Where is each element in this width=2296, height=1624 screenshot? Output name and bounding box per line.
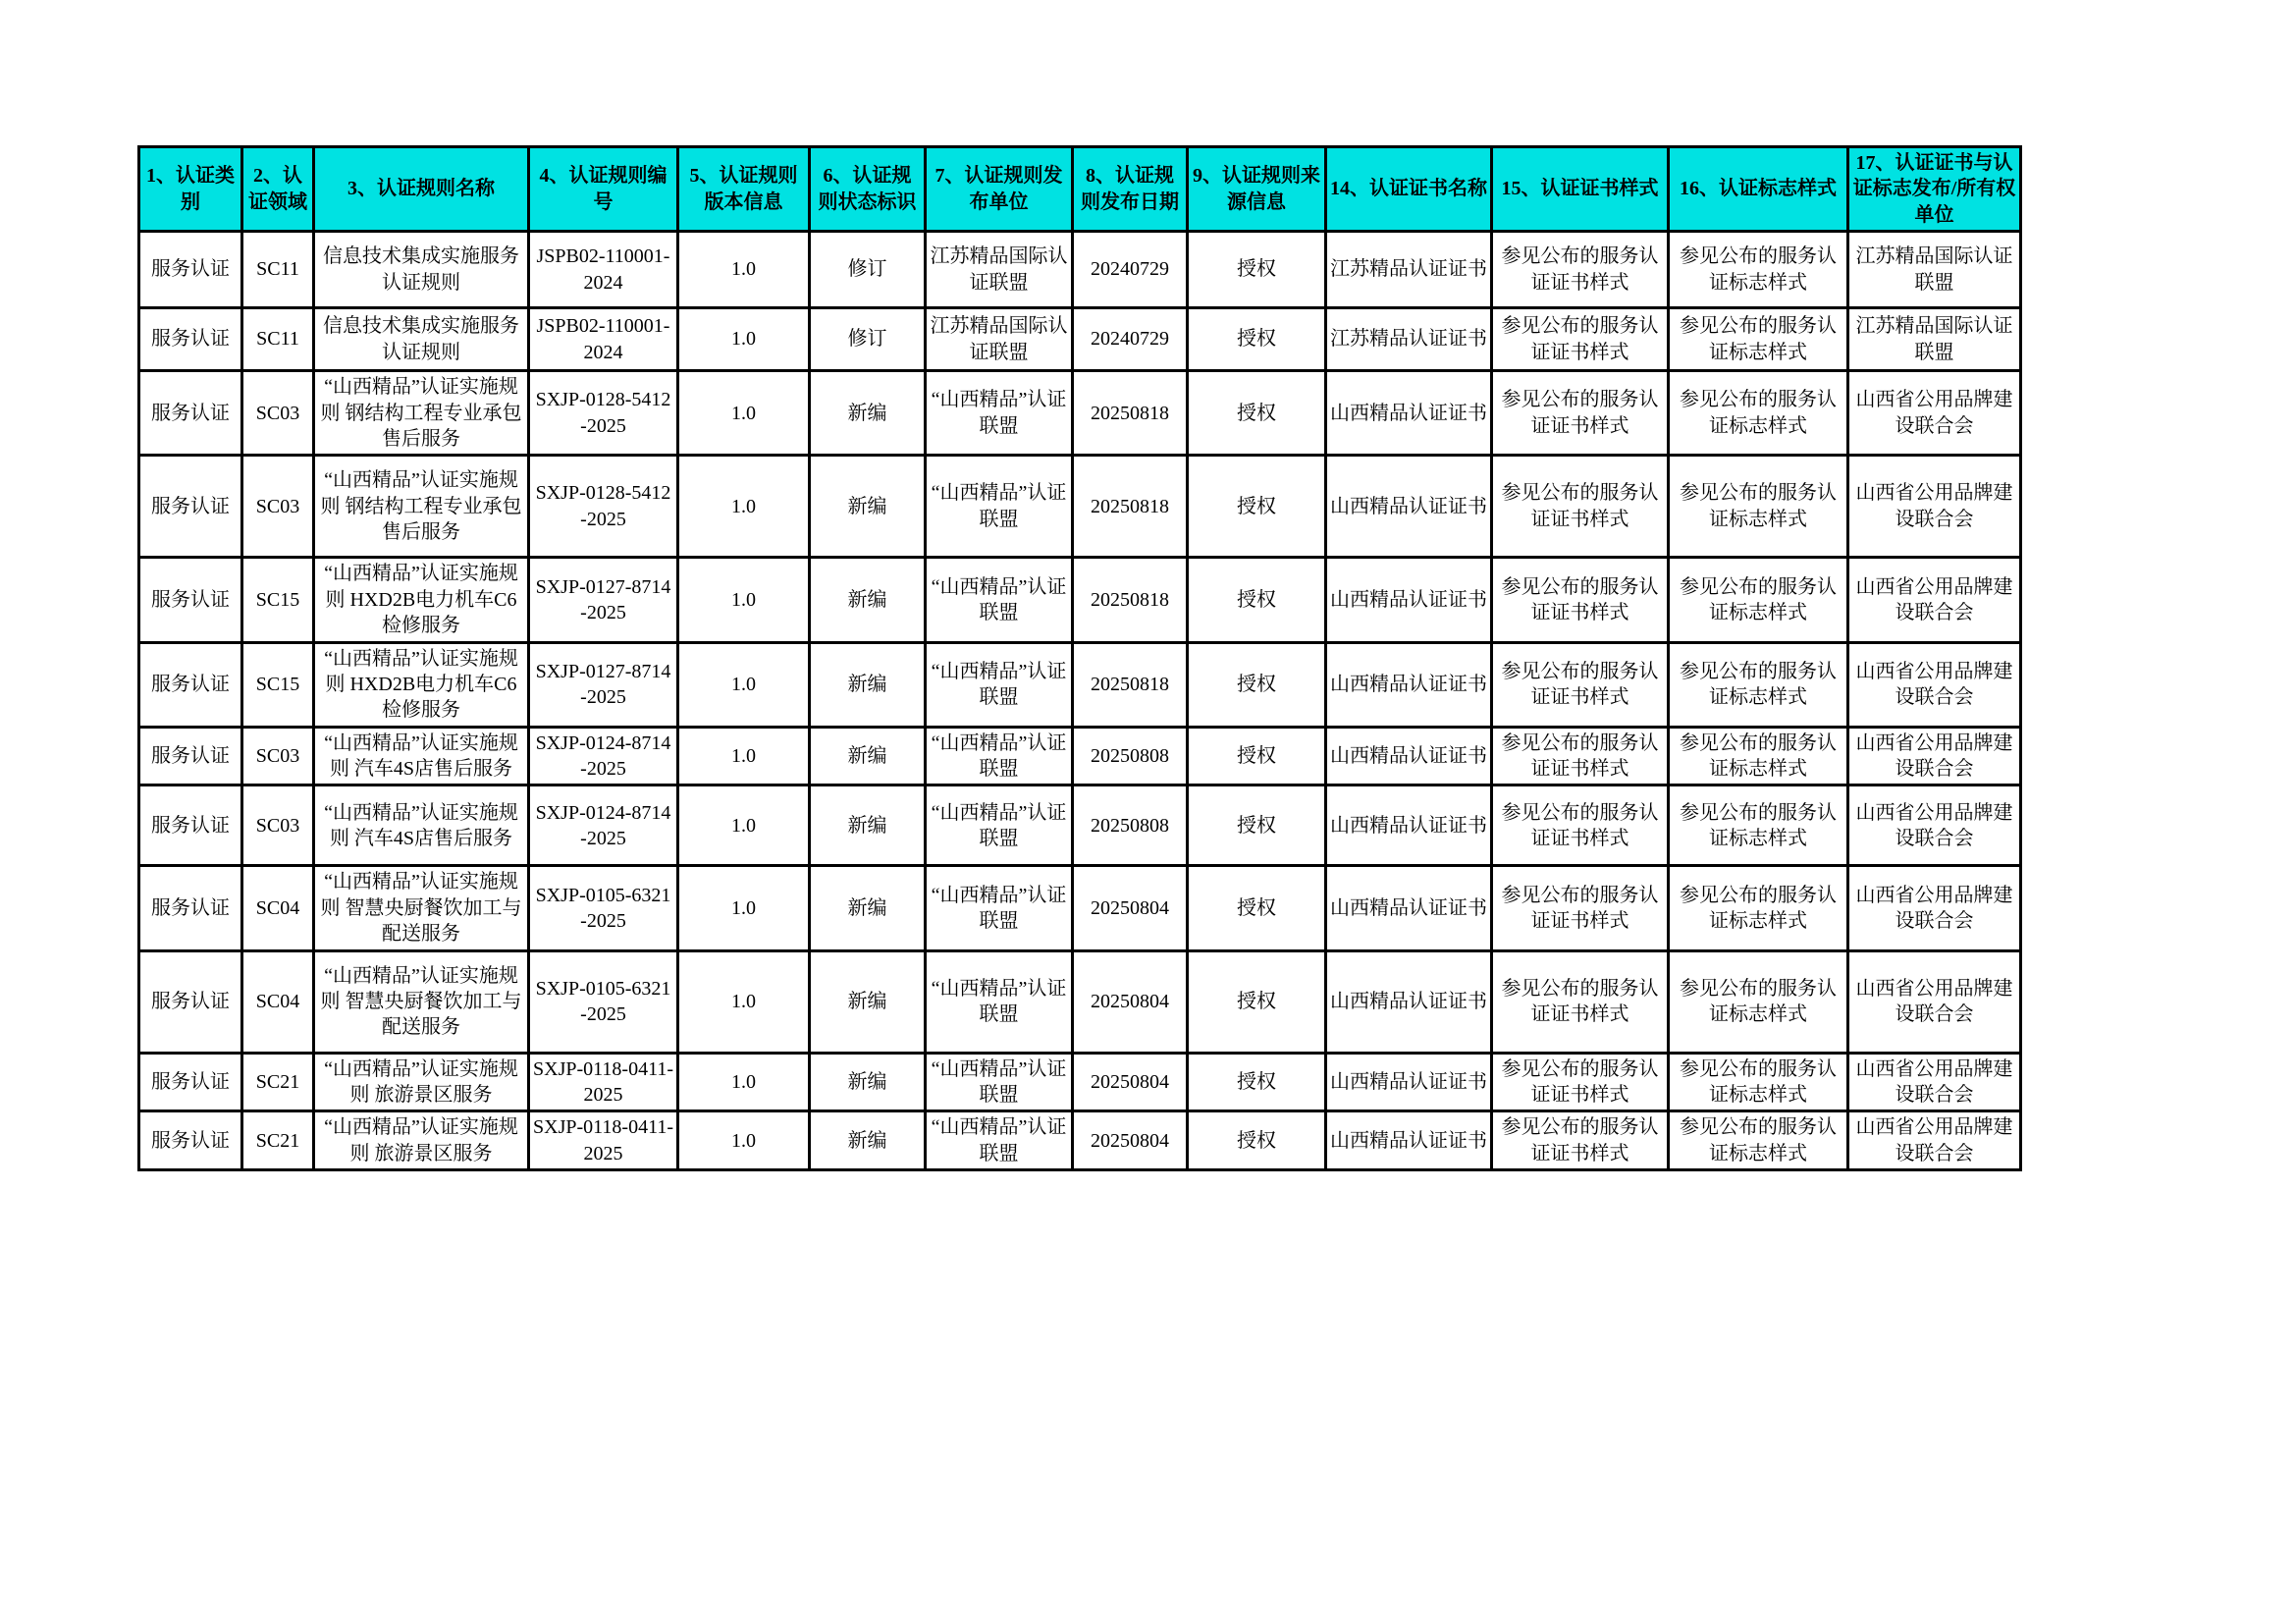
table-row: [139, 866, 2021, 950]
table-cell: 山西精品认证证书: [1326, 456, 1492, 558]
table-cell: 授权: [1188, 456, 1326, 558]
table-cell: 新编: [810, 1053, 926, 1111]
table-cell: SC03: [242, 371, 314, 456]
table-cell: SXJP-0128-5412-2025: [529, 456, 678, 558]
table-cell: 山西精品认证证书: [1326, 785, 1492, 866]
header-cell: 2、认证领域: [242, 147, 314, 232]
table-cell: SC03: [242, 727, 314, 785]
table-cell: 参见公布的服务认证证书样式: [1492, 785, 1669, 866]
table-cell: 山西省公用品牌建设联合会: [1848, 727, 2021, 785]
table-cell: SXJP-0124-8714-2025: [529, 727, 678, 785]
header-cell: 6、认证规则状态标识: [810, 147, 926, 232]
table-cell: “山西精品”认证联盟: [926, 727, 1073, 785]
table-cell: 参见公布的服务认证标志样式: [1669, 371, 1848, 456]
table-cell: 1.0: [678, 785, 810, 866]
table-cell: 山西省公用品牌建设联合会: [1848, 1111, 2021, 1170]
table-row: [139, 558, 2021, 642]
table-cell: 服务认证: [139, 456, 242, 558]
table-cell: “山西精品”认证联盟: [926, 866, 1073, 950]
table-cell: 参见公布的服务认证标志样式: [1669, 785, 1848, 866]
table-cell: 参见公布的服务认证证书样式: [1492, 950, 1669, 1053]
table-row: [139, 1111, 2021, 1170]
table-cell: 20250808: [1073, 785, 1188, 866]
table-body: [139, 232, 2021, 1170]
certification-rules-table: [137, 145, 2022, 1171]
table-cell: 山西精品认证证书: [1326, 371, 1492, 456]
table-cell: 服务认证: [139, 727, 242, 785]
table-cell: 1.0: [678, 456, 810, 558]
table-cell: “山西精品”认证联盟: [926, 558, 1073, 642]
table-cell: “山西精品”认证实施规则 汽车4S店售后服务: [314, 785, 529, 866]
table-row: [139, 371, 2021, 456]
table-cell: 山西省公用品牌建设联合会: [1848, 785, 2021, 866]
table-cell: 参见公布的服务认证标志样式: [1669, 456, 1848, 558]
table-cell: “山西精品”认证联盟: [926, 456, 1073, 558]
table-cell: “山西精品”认证实施规则 钢结构工程专业承包售后服务: [314, 371, 529, 456]
table-cell: 山西省公用品牌建设联合会: [1848, 642, 2021, 727]
table-cell: 授权: [1188, 866, 1326, 950]
table-cell: 修订: [810, 232, 926, 308]
table-cell: 参见公布的服务认证证书样式: [1492, 371, 1669, 456]
table-cell: 参见公布的服务认证标志样式: [1669, 308, 1848, 371]
header-cell: 5、认证规则版本信息: [678, 147, 810, 232]
table-cell: SC03: [242, 456, 314, 558]
header-cell: 17、认证证书与认证标志发布/所有权单位: [1848, 147, 2021, 232]
table-cell: 20250804: [1073, 866, 1188, 950]
table-cell: 20250804: [1073, 1053, 1188, 1111]
table-cell: 山西省公用品牌建设联合会: [1848, 1053, 2021, 1111]
table-cell: JSPB02-110001-2024: [529, 232, 678, 308]
table-cell: 新编: [810, 727, 926, 785]
table-cell: 参见公布的服务认证标志样式: [1669, 642, 1848, 727]
table-cell: “山西精品”认证联盟: [926, 1111, 1073, 1170]
table-cell: 授权: [1188, 1111, 1326, 1170]
table-cell: 江苏精品认证证书: [1326, 308, 1492, 371]
table-cell: 山西省公用品牌建设联合会: [1848, 950, 2021, 1053]
table-cell: SC15: [242, 558, 314, 642]
table-cell: SXJP-0127-8714-2025: [529, 642, 678, 727]
table-cell: 20250818: [1073, 558, 1188, 642]
table-cell: 授权: [1188, 785, 1326, 866]
table-cell: 新编: [810, 866, 926, 950]
header-row: [139, 147, 2021, 232]
table-cell: “山西精品”认证实施规则 旅游景区服务: [314, 1111, 529, 1170]
table-cell: 服务认证: [139, 371, 242, 456]
header-cell: 4、认证规则编号: [529, 147, 678, 232]
table-cell: 山西省公用品牌建设联合会: [1848, 866, 2021, 950]
table-cell: 1.0: [678, 642, 810, 727]
table-cell: 授权: [1188, 727, 1326, 785]
table-cell: 服务认证: [139, 642, 242, 727]
table-cell: 山西精品认证证书: [1326, 1111, 1492, 1170]
table-cell: 江苏精品认证证书: [1326, 232, 1492, 308]
table-cell: 新编: [810, 950, 926, 1053]
table-cell: 1.0: [678, 1053, 810, 1111]
table-cell: SXJP-0118-0411-2025: [529, 1111, 678, 1170]
table-row: [139, 456, 2021, 558]
table-cell: 授权: [1188, 232, 1326, 308]
table-cell: 服务认证: [139, 1111, 242, 1170]
table-cell: SC03: [242, 785, 314, 866]
table-cell: 信息技术集成实施服务认证规则: [314, 232, 529, 308]
table-cell: 参见公布的服务认证证书样式: [1492, 308, 1669, 371]
table-cell: 1.0: [678, 308, 810, 371]
table-cell: 20250808: [1073, 727, 1188, 785]
table-row: [139, 1053, 2021, 1111]
table-cell: 服务认证: [139, 785, 242, 866]
table-cell: 授权: [1188, 308, 1326, 371]
header-cell: 9、认证规则来源信息: [1188, 147, 1326, 232]
table-row: [139, 642, 2021, 727]
table-cell: 参见公布的服务认证证书样式: [1492, 642, 1669, 727]
table-cell: 20240729: [1073, 232, 1188, 308]
table-cell: 1.0: [678, 558, 810, 642]
table-cell: 授权: [1188, 1053, 1326, 1111]
header-cell: 1、认证类别: [139, 147, 242, 232]
table-cell: 1.0: [678, 232, 810, 308]
table-cell: SC11: [242, 308, 314, 371]
table-cell: 1.0: [678, 727, 810, 785]
table-cell: 参见公布的服务认证标志样式: [1669, 1111, 1848, 1170]
table-cell: 20240729: [1073, 308, 1188, 371]
table-cell: “山西精品”认证联盟: [926, 785, 1073, 866]
table-cell: 山西精品认证证书: [1326, 727, 1492, 785]
table-cell: 1.0: [678, 371, 810, 456]
table-row: [139, 308, 2021, 371]
table-cell: SC15: [242, 642, 314, 727]
table-cell: 20250804: [1073, 950, 1188, 1053]
table-cell: 山西省公用品牌建设联合会: [1848, 371, 2021, 456]
table-cell: 新编: [810, 456, 926, 558]
table-cell: 参见公布的服务认证标志样式: [1669, 950, 1848, 1053]
header-cell: 7、认证规则发布单位: [926, 147, 1073, 232]
table-cell: 服务认证: [139, 308, 242, 371]
table-cell: SXJP-0118-0411-2025: [529, 1053, 678, 1111]
table-cell: “山西精品”认证实施规则 HXD2B电力机车C6检修服务: [314, 558, 529, 642]
table-cell: 20250818: [1073, 456, 1188, 558]
table-cell: 授权: [1188, 950, 1326, 1053]
table-cell: SC21: [242, 1111, 314, 1170]
table-cell: “山西精品”认证联盟: [926, 1053, 1073, 1111]
table-cell: 参见公布的服务认证标志样式: [1669, 1053, 1848, 1111]
table-cell: 信息技术集成实施服务认证规则: [314, 308, 529, 371]
table-cell: 服务认证: [139, 1053, 242, 1111]
table-cell: SXJP-0105-6321-2025: [529, 866, 678, 950]
table-cell: JSPB02-110001-2024: [529, 308, 678, 371]
table-cell: 1.0: [678, 950, 810, 1053]
table-row: [139, 950, 2021, 1053]
table-cell: 1.0: [678, 1111, 810, 1170]
table-cell: 新编: [810, 785, 926, 866]
table-cell: “山西精品”认证实施规则 旅游景区服务: [314, 1053, 529, 1111]
table-cell: 参见公布的服务认证标志样式: [1669, 232, 1848, 308]
table-cell: 新编: [810, 1111, 926, 1170]
table-cell: 山西省公用品牌建设联合会: [1848, 456, 2021, 558]
table-cell: 山西精品认证证书: [1326, 866, 1492, 950]
table-cell: 山西精品认证证书: [1326, 950, 1492, 1053]
table-cell: 新编: [810, 642, 926, 727]
table-cell: “山西精品”认证联盟: [926, 950, 1073, 1053]
table-cell: SC04: [242, 950, 314, 1053]
table-cell: “山西精品”认证实施规则 HXD2B电力机车C6检修服务: [314, 642, 529, 727]
table-cell: 修订: [810, 308, 926, 371]
table-cell: 参见公布的服务认证证书样式: [1492, 727, 1669, 785]
table-cell: “山西精品”认证联盟: [926, 371, 1073, 456]
table-cell: SXJP-0105-6321-2025: [529, 950, 678, 1053]
table-cell: 参见公布的服务认证证书样式: [1492, 232, 1669, 308]
table-cell: “山西精品”认证联盟: [926, 642, 1073, 727]
table-cell: 山西精品认证证书: [1326, 1053, 1492, 1111]
table-cell: 江苏精品国际认证联盟: [926, 308, 1073, 371]
table-cell: 参见公布的服务认证证书样式: [1492, 1053, 1669, 1111]
table-cell: SC04: [242, 866, 314, 950]
table-cell: 参见公布的服务认证证书样式: [1492, 456, 1669, 558]
table-row: [139, 727, 2021, 785]
table-cell: “山西精品”认证实施规则 智慧央厨餐饮加工与配送服务: [314, 866, 529, 950]
table-cell: 授权: [1188, 371, 1326, 456]
table-cell: 参见公布的服务认证标志样式: [1669, 558, 1848, 642]
table-cell: 山西省公用品牌建设联合会: [1848, 558, 2021, 642]
table-cell: SXJP-0124-8714-2025: [529, 785, 678, 866]
table-cell: SXJP-0127-8714-2025: [529, 558, 678, 642]
header-cell: 15、认证证书样式: [1492, 147, 1669, 232]
table-cell: 服务认证: [139, 950, 242, 1053]
document-page: [137, 145, 2022, 1171]
table-cell: SC11: [242, 232, 314, 308]
table-cell: 参见公布的服务认证标志样式: [1669, 727, 1848, 785]
table-cell: 山西精品认证证书: [1326, 642, 1492, 727]
table-cell: 1.0: [678, 866, 810, 950]
table-cell: 江苏精品国际认证联盟: [1848, 308, 2021, 371]
table-cell: 20250818: [1073, 371, 1188, 456]
table-cell: 服务认证: [139, 232, 242, 308]
table-cell: 授权: [1188, 558, 1326, 642]
header-cell: 3、认证规则名称: [314, 147, 529, 232]
table-cell: 参见公布的服务认证证书样式: [1492, 1111, 1669, 1170]
table-row: [139, 785, 2021, 866]
table-cell: “山西精品”认证实施规则 汽车4S店售后服务: [314, 727, 529, 785]
table-cell: 新编: [810, 558, 926, 642]
header-cell: 8、认证规则发布日期: [1073, 147, 1188, 232]
table-cell: 参见公布的服务认证标志样式: [1669, 866, 1848, 950]
table-cell: “山西精品”认证实施规则 钢结构工程专业承包售后服务: [314, 456, 529, 558]
table-cell: 新编: [810, 371, 926, 456]
table-cell: 服务认证: [139, 558, 242, 642]
table-cell: 山西精品认证证书: [1326, 558, 1492, 642]
table-cell: SC21: [242, 1053, 314, 1111]
table-cell: “山西精品”认证实施规则 智慧央厨餐饮加工与配送服务: [314, 950, 529, 1053]
table-cell: 江苏精品国际认证联盟: [1848, 232, 2021, 308]
table-cell: 参见公布的服务认证证书样式: [1492, 558, 1669, 642]
header-cell: 16、认证标志样式: [1669, 147, 1848, 232]
table-cell: 参见公布的服务认证证书样式: [1492, 866, 1669, 950]
table-cell: 20250804: [1073, 1111, 1188, 1170]
table-cell: 江苏精品国际认证联盟: [926, 232, 1073, 308]
table-row: [139, 232, 2021, 308]
table-cell: 20250818: [1073, 642, 1188, 727]
table-cell: SXJP-0128-5412-2025: [529, 371, 678, 456]
header-cell: 14、认证证书名称: [1326, 147, 1492, 232]
table-cell: 授权: [1188, 642, 1326, 727]
table-cell: 服务认证: [139, 866, 242, 950]
